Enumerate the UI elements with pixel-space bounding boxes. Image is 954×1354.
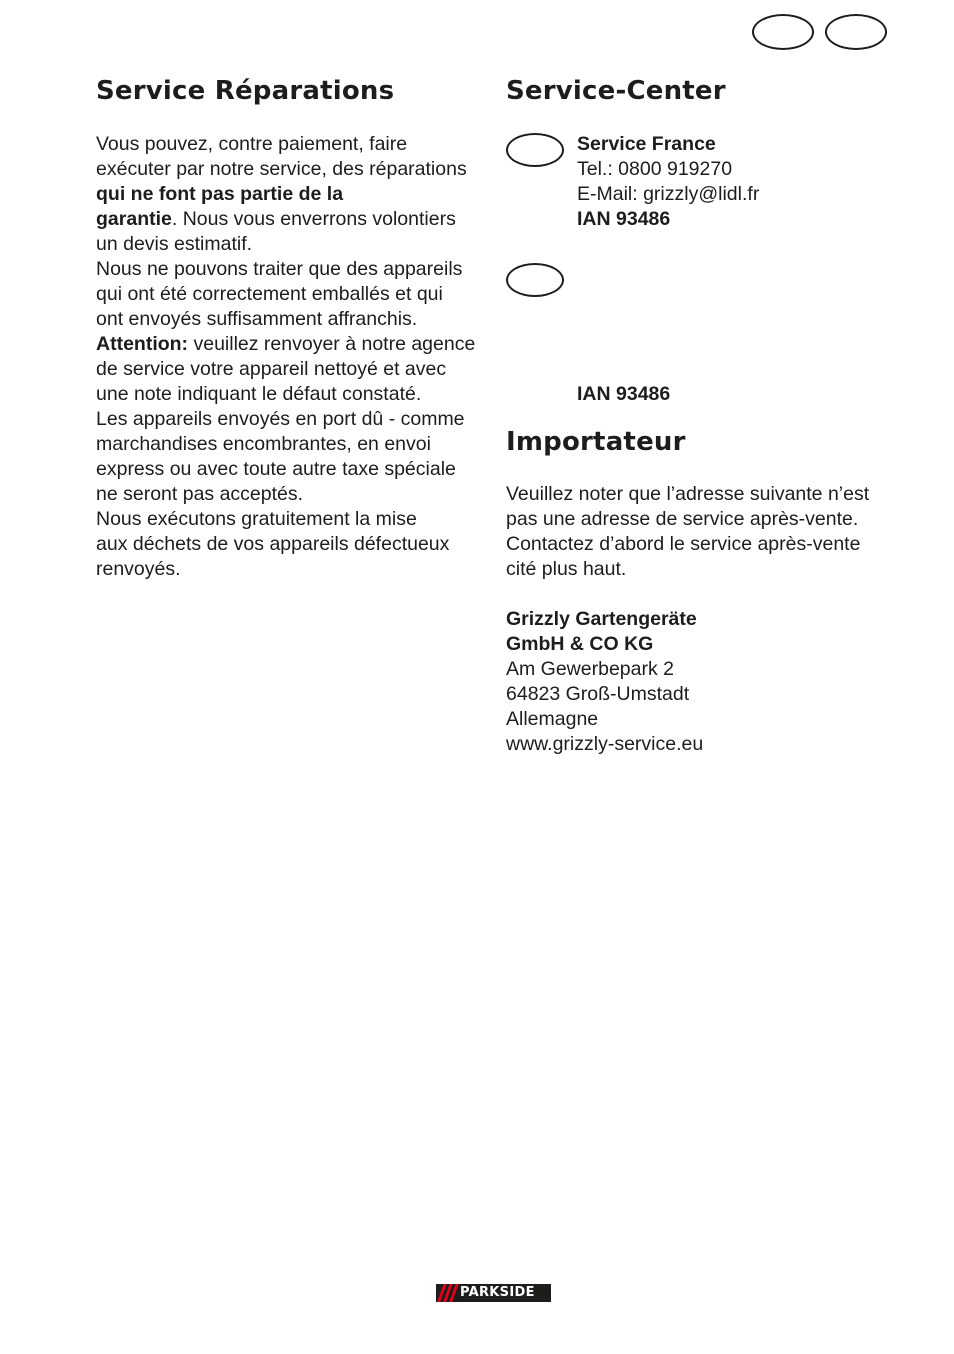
service-france-title: Service France [577,133,716,155]
text-line: Nous ne pouvons traiter que des appareils [96,258,463,280]
text-line: qui ne font pas partie de la [96,183,344,205]
country-oval-second [506,263,564,297]
importer-address [506,657,703,757]
heading-importateur: Importateur [506,427,686,457]
text-line: Attention: veuillez renvoyer à notre agence [96,333,476,355]
importer-notice [506,482,869,582]
service-france-tel: Tel.: 0800 919270 [577,158,733,180]
text-line: Am Gewerbepark 2 [506,658,674,680]
text-line: qui ont été correctement emballés et qui [96,283,443,305]
text-line: renvoyés. [96,558,181,580]
text-line: Nous exécutons gratuitement la mise [96,508,417,530]
text-line: Les appareils envoyés en port dû - comme [96,408,465,430]
text-line: marchandises encombrantes, en envoi [96,433,431,455]
importer-company [506,607,697,657]
heading-service-reparations: Service Réparations [96,76,395,106]
text-line: ont envoyés suffisamment affranchis. [96,308,418,330]
text-line: garantie. Nous vous enverrons volontiers [96,208,456,230]
text-line: Allemagne [506,708,599,730]
text-line: exécuter par notre service, des réparations [96,158,467,180]
repair-service-text [96,132,475,582]
language-oval-1 [752,14,814,50]
second-ian: IAN 93486 [577,383,671,405]
text-line: ne seront pas acceptés. [96,483,304,505]
text-line: Contactez d’abord le service après-vente [506,533,861,555]
text-line: GmbH & CO KG [506,633,654,655]
parkside-logo [436,1284,551,1302]
text-line: Vous pouvez, contre paiement, faire [96,133,408,155]
service-france-block [577,132,759,232]
text-line: aux déchets de vos appareils défectueux [96,533,450,555]
text-line: de service votre appareil nettoyé et avec [96,358,447,380]
service-france-ian: IAN 93486 [577,208,671,230]
text-line: cité plus haut. [506,558,627,580]
text-line: Veuillez noter que l’adresse suivante n’est [506,483,870,505]
logo-stripes-icon [436,1284,460,1302]
language-oval-2 [825,14,887,50]
text-line: 64823 Groß-Umstadt [506,683,690,705]
text-line: www.grizzly-service.eu [506,733,704,755]
heading-service-center: Service-Center [506,76,726,106]
text-line: une note indiquant le défaut constaté. [96,383,422,405]
text-line: express ou avec toute autre taxe spéciale [96,458,456,480]
brand-name: PARKSIDE [460,1285,535,1300]
text-line: Grizzly Gartengeräte [506,608,697,630]
country-oval-france [506,133,564,167]
text-line: pas une adresse de service après-vente. [506,508,859,530]
service-france-email: E-Mail: grizzly@lidl.fr [577,183,760,205]
text-line: un devis estimatif. [96,233,253,255]
